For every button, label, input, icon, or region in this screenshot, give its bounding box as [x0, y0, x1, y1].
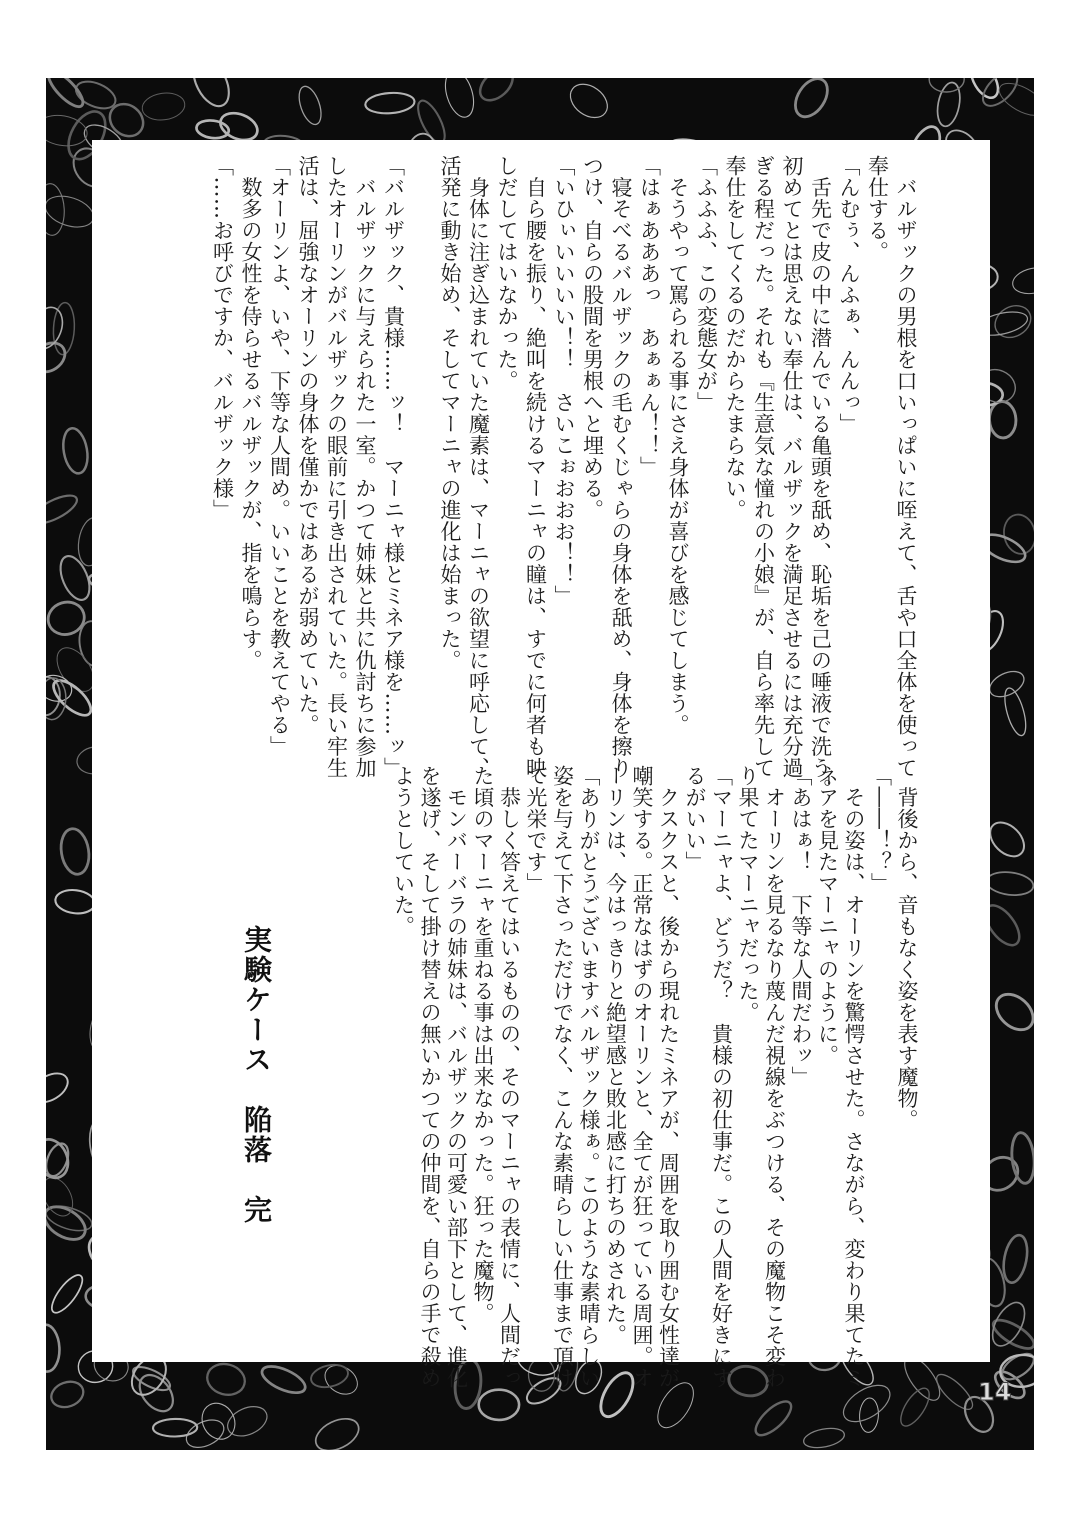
chain-link: [895, 1384, 934, 1431]
chain-link: [989, 987, 1034, 1037]
upper-text-block: [208, 155, 920, 800]
text-line: 「はぁあああっ あぁぁん！！」: [637, 155, 662, 478]
chain-link: [859, 1398, 880, 1433]
text-line: 初めてとは思えない奉仕は、バルザックを満足させるには充分過: [780, 155, 804, 779]
chain-link: [153, 1419, 198, 1437]
text-line: 「いひぃいいいい！！ さいこぉおおお！！」: [552, 155, 576, 607]
chain-link: [802, 1425, 846, 1450]
text-line: 嘲笑する。正常なはずのオーリンと、全てが狂っている周囲。オ: [630, 765, 654, 1389]
chain-link: [46, 1134, 74, 1183]
blank-line: [408, 155, 436, 735]
lower-text-block: [390, 765, 920, 1389]
chain-link: [46, 191, 97, 233]
text-line: ぎる程だった。それも『生意気な憧れの小娘』が、自ら率先して: [751, 155, 776, 779]
chain-link: [58, 827, 92, 876]
chain-link: [994, 78, 1034, 122]
chain-link: [1000, 512, 1034, 557]
chain-link: [195, 119, 229, 140]
chain-link: [985, 870, 1034, 898]
text-line: 「……お呼びですか、バルザック様」: [210, 155, 235, 521]
text-line: しだしてはいなかった。: [495, 155, 519, 392]
chain-link: [311, 1412, 364, 1450]
text-line: ーリンは、今はっきりと絶望感と敗北感に打ちのめされた。: [603, 765, 628, 1346]
text-line: 「あはぁ！ 下等な人間だわッ」: [789, 765, 813, 1088]
text-line: 身体に注ぎ込まれていた魔素は、マーニャの欲望に呼応して、: [466, 155, 491, 779]
text-line: を遂げ、そして掛け替えの無いかつての仲間を、自らの手で殺め: [418, 765, 442, 1389]
text-line: 活は、屈強なオーリンの身体を僅かではあるが弱めていた。: [296, 155, 320, 736]
closing-title: 実験ケース 陥落 完: [240, 925, 273, 1225]
text-line: 「ふふふ、この変態女が」: [694, 155, 719, 413]
text-line: 「――！？」: [868, 765, 893, 894]
chain-link: [46, 183, 66, 236]
chain-link: [46, 490, 81, 529]
text-line: て光栄です」: [524, 765, 548, 894]
text-line: バルザックの男根を口いっぱいに咥えて、舌や口全体を使って: [894, 155, 918, 779]
chain-link: [186, 78, 236, 112]
chain-link: [46, 1067, 73, 1108]
chain-link: [46, 598, 88, 639]
text-line: 背後から、音もなく姿を表す魔物。: [895, 765, 919, 1131]
text-line: ようとしていた。: [391, 765, 416, 937]
text-line: 「んむぅ、んふぁ、んんっ」: [837, 155, 861, 435]
chain-link: [133, 1369, 180, 1418]
text-line: モンバーバラの姉妹は、バルザックの可愛い部下として、進化: [444, 765, 469, 1389]
text-line: 自ら腰を振り、絶叫を続けるマーニャの瞳は、すでに何者も映: [523, 155, 548, 779]
text-line: 奉仕をしてくるのだからたまらない。: [723, 155, 747, 521]
chain-link: [48, 675, 96, 721]
chain-link: [479, 1390, 519, 1420]
chain-link: [258, 1361, 308, 1398]
text-line: 奉仕する。: [865, 155, 890, 263]
chain-link: [204, 1360, 249, 1399]
chain-link: [46, 1324, 61, 1372]
chain-link: [1001, 686, 1030, 738]
chain-link: [60, 426, 91, 475]
chain-link: [54, 888, 96, 916]
text-line: 「バルザック、貴様……ッ！ マーニャ様とミネア様を……ッ」: [381, 155, 406, 779]
text-line: た頃のマーニャを重ねる事は出来なかった。狂った魔物。: [471, 765, 495, 1324]
chain-link: [989, 401, 1017, 439]
text-line: 「マーニャよ、どうだ？ 貴様の初仕事だ。この人間を好きにす: [709, 765, 734, 1389]
text-line: り果てたマーニャだった。: [736, 765, 760, 1023]
text-line: るがいい」: [683, 765, 707, 873]
page-number: 14: [978, 1378, 1012, 1406]
text-line: その姿は、オーリンを驚愕させた。さながら、変わり果てたミ: [842, 765, 866, 1389]
text-line: ネアを見たマーニャのように。: [815, 765, 840, 1066]
chain-link: [932, 1369, 978, 1414]
chain-link: [1000, 1233, 1031, 1285]
chain-link: [984, 816, 1031, 863]
text-line: 活発に動き始め、そしてマーニャの進化は始まった。: [438, 155, 462, 671]
text-line: そうやって罵られる事にさえ身体が喜びを感じてしまう。: [666, 155, 690, 736]
text-line: 舌先で皮の中に潜んでいる亀頭を舐め、恥垢を己の唾液で洗う。: [808, 155, 833, 800]
text-line: 「ありがとうございますバルザック様ぁ。このような素晴らしい: [577, 765, 601, 1389]
text-line: オーリンを見るなり蔑んだ視線をぶつける、その魔物こそ変わ: [762, 765, 787, 1389]
text-line: つけ、自らの股間を男根へと埋める。: [580, 155, 605, 521]
chain-link: [1010, 264, 1034, 297]
chain-link: [48, 1377, 87, 1411]
chain-link: [365, 91, 415, 115]
chain-link: [564, 78, 614, 124]
text-line: 恭しく答えてはいるものの、そのマーニャの表情に、人間だっ: [497, 765, 522, 1389]
text-line: したオーリンがバルザックの眼前に引き出されていた。長い牢生: [324, 155, 349, 779]
text-line: クスクスと、後から現れたミネアが、周囲を取り囲む女性達が: [656, 765, 681, 1389]
chain-link: [46, 337, 70, 378]
text-line: 数多の女性を侍らせるバルザックが、指を鳴らす。: [239, 155, 263, 671]
chain-link: [47, 1271, 88, 1317]
chain-link: [750, 1396, 796, 1441]
chain-link: [309, 1361, 350, 1390]
text-line: 寝そべるバルザックの毛むくじゃらの身体を舐め、身体を擦り: [609, 155, 633, 779]
chain-link: [1010, 1132, 1034, 1185]
text-line: 姿を与えて下さっただけでなく、こんな素晴らしい仕事まで頂け: [550, 765, 575, 1389]
chain-link: [789, 78, 834, 123]
chain-link: [140, 90, 186, 122]
chain-link: [440, 78, 478, 121]
chain-link: [474, 78, 518, 106]
chain-link: [986, 666, 1028, 701]
chain-link: [295, 84, 326, 128]
text-line: バルザックに与えられた一室。かつて姉妹と共に仇討ちに参加: [353, 155, 377, 779]
text-line: 「オーリンよ、いや、下等な人間め。いいことを教えてやる」: [267, 155, 292, 757]
